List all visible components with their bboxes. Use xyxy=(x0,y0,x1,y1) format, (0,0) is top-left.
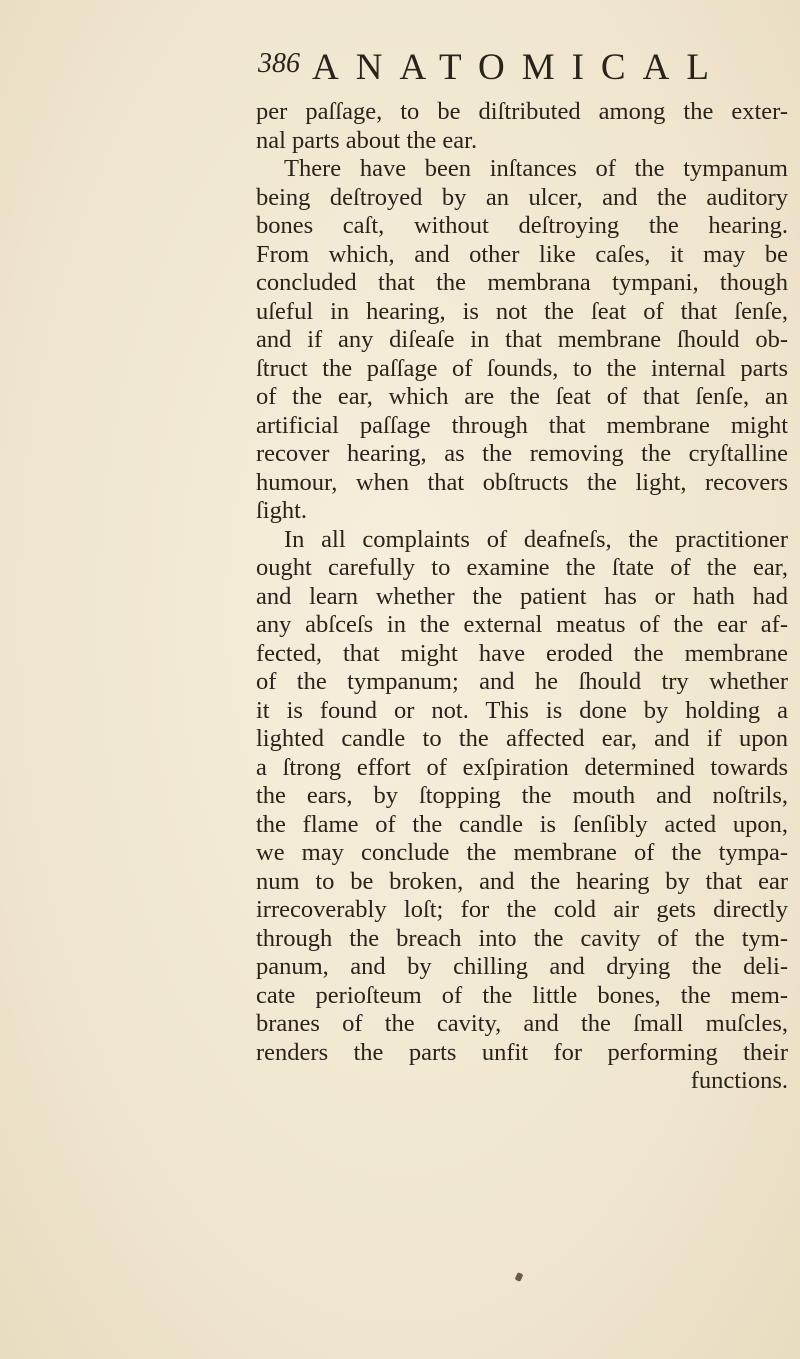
ink-speck xyxy=(515,1272,524,1282)
text-line: of the ear, which are the ſeat of that ſenſe, an xyxy=(256,383,788,410)
text-line: panum, and by chilling and drying the deli- xyxy=(256,953,788,980)
text-line: fected, that might have eroded the membrane xyxy=(256,639,788,667)
text-line: recover hearing, as the removing the cryſtalline xyxy=(256,440,788,467)
text-line: per paſſage, to be diſtributed among the exter- xyxy=(256,98,788,125)
text-line: branes of the cavity, and the ſmall muſcles, xyxy=(256,1010,788,1037)
text-line: irrecoverably loſt; for the cold air gets directly xyxy=(256,896,788,923)
text-line: ſight. xyxy=(256,497,308,524)
page-header xyxy=(258,46,758,96)
text-line: being deſtroyed by an ulcer, and the auditory xyxy=(256,183,788,211)
text-line: lighted candle to the affected ear, and if upon xyxy=(256,725,788,752)
running-title: ANATOMICAL xyxy=(312,47,726,88)
text-line: ought carefully to examine the ſtate of the ear, xyxy=(256,554,788,581)
text-line: uſeful in hearing, is not the ſeat of that ſenſe, xyxy=(256,297,788,325)
page-number: 386 xyxy=(258,48,300,79)
catchword-line: functions. xyxy=(690,1067,788,1094)
text-line: concluded that the membrana tympani, though xyxy=(256,269,788,296)
text-line: bones caſt, without deſtroying the hearing. xyxy=(256,212,788,239)
text-line: num to be broken, and the hearing by that ear xyxy=(256,867,788,895)
text-line: the ears, by ſtopping the mouth and noſtrils, xyxy=(256,782,788,809)
text-line: ſtruct the paſſage of ſounds, to the internal parts xyxy=(256,354,788,382)
text-line: humour, when that obſtructs the light, recovers xyxy=(256,468,788,496)
text-line: and learn whether the patient has or hath had xyxy=(256,582,788,610)
text-line: renders the parts unfit for performing their xyxy=(256,1038,788,1066)
text-line: a ſtrong effort of exſpiration determined towards xyxy=(256,753,788,781)
text-line: nal parts about the ear. xyxy=(256,126,478,154)
paragraph-start-line: There have been inſtances of the tympanum xyxy=(284,155,788,182)
text-line: any abſceſs in the external meatus of the ear af- xyxy=(256,611,788,638)
body-text xyxy=(256,98,788,1096)
text-line: of the tympanum; and he ſhould try whether xyxy=(256,668,788,695)
text-line: From which, and other like caſes, it may be xyxy=(256,240,788,268)
text-line: we may conclude the membrane of the tympa- xyxy=(256,839,788,866)
text-line: artificial paſſage through that membrane might xyxy=(256,411,788,439)
text-line: the flame of the candle is ſenſibly acted upon, xyxy=(256,810,788,838)
text-line: cate perioſteum of the little bones, the mem- xyxy=(256,981,788,1009)
text-line: through the breach into the cavity of the tym- xyxy=(256,924,788,952)
text-line: and if any diſeaſe in that membrane ſhould ob- xyxy=(256,326,788,353)
paragraph-start-line: In all complaints of deafneſs, the practitioner xyxy=(284,525,788,553)
text-line: it is found or not. This is done by holding a xyxy=(256,696,788,724)
